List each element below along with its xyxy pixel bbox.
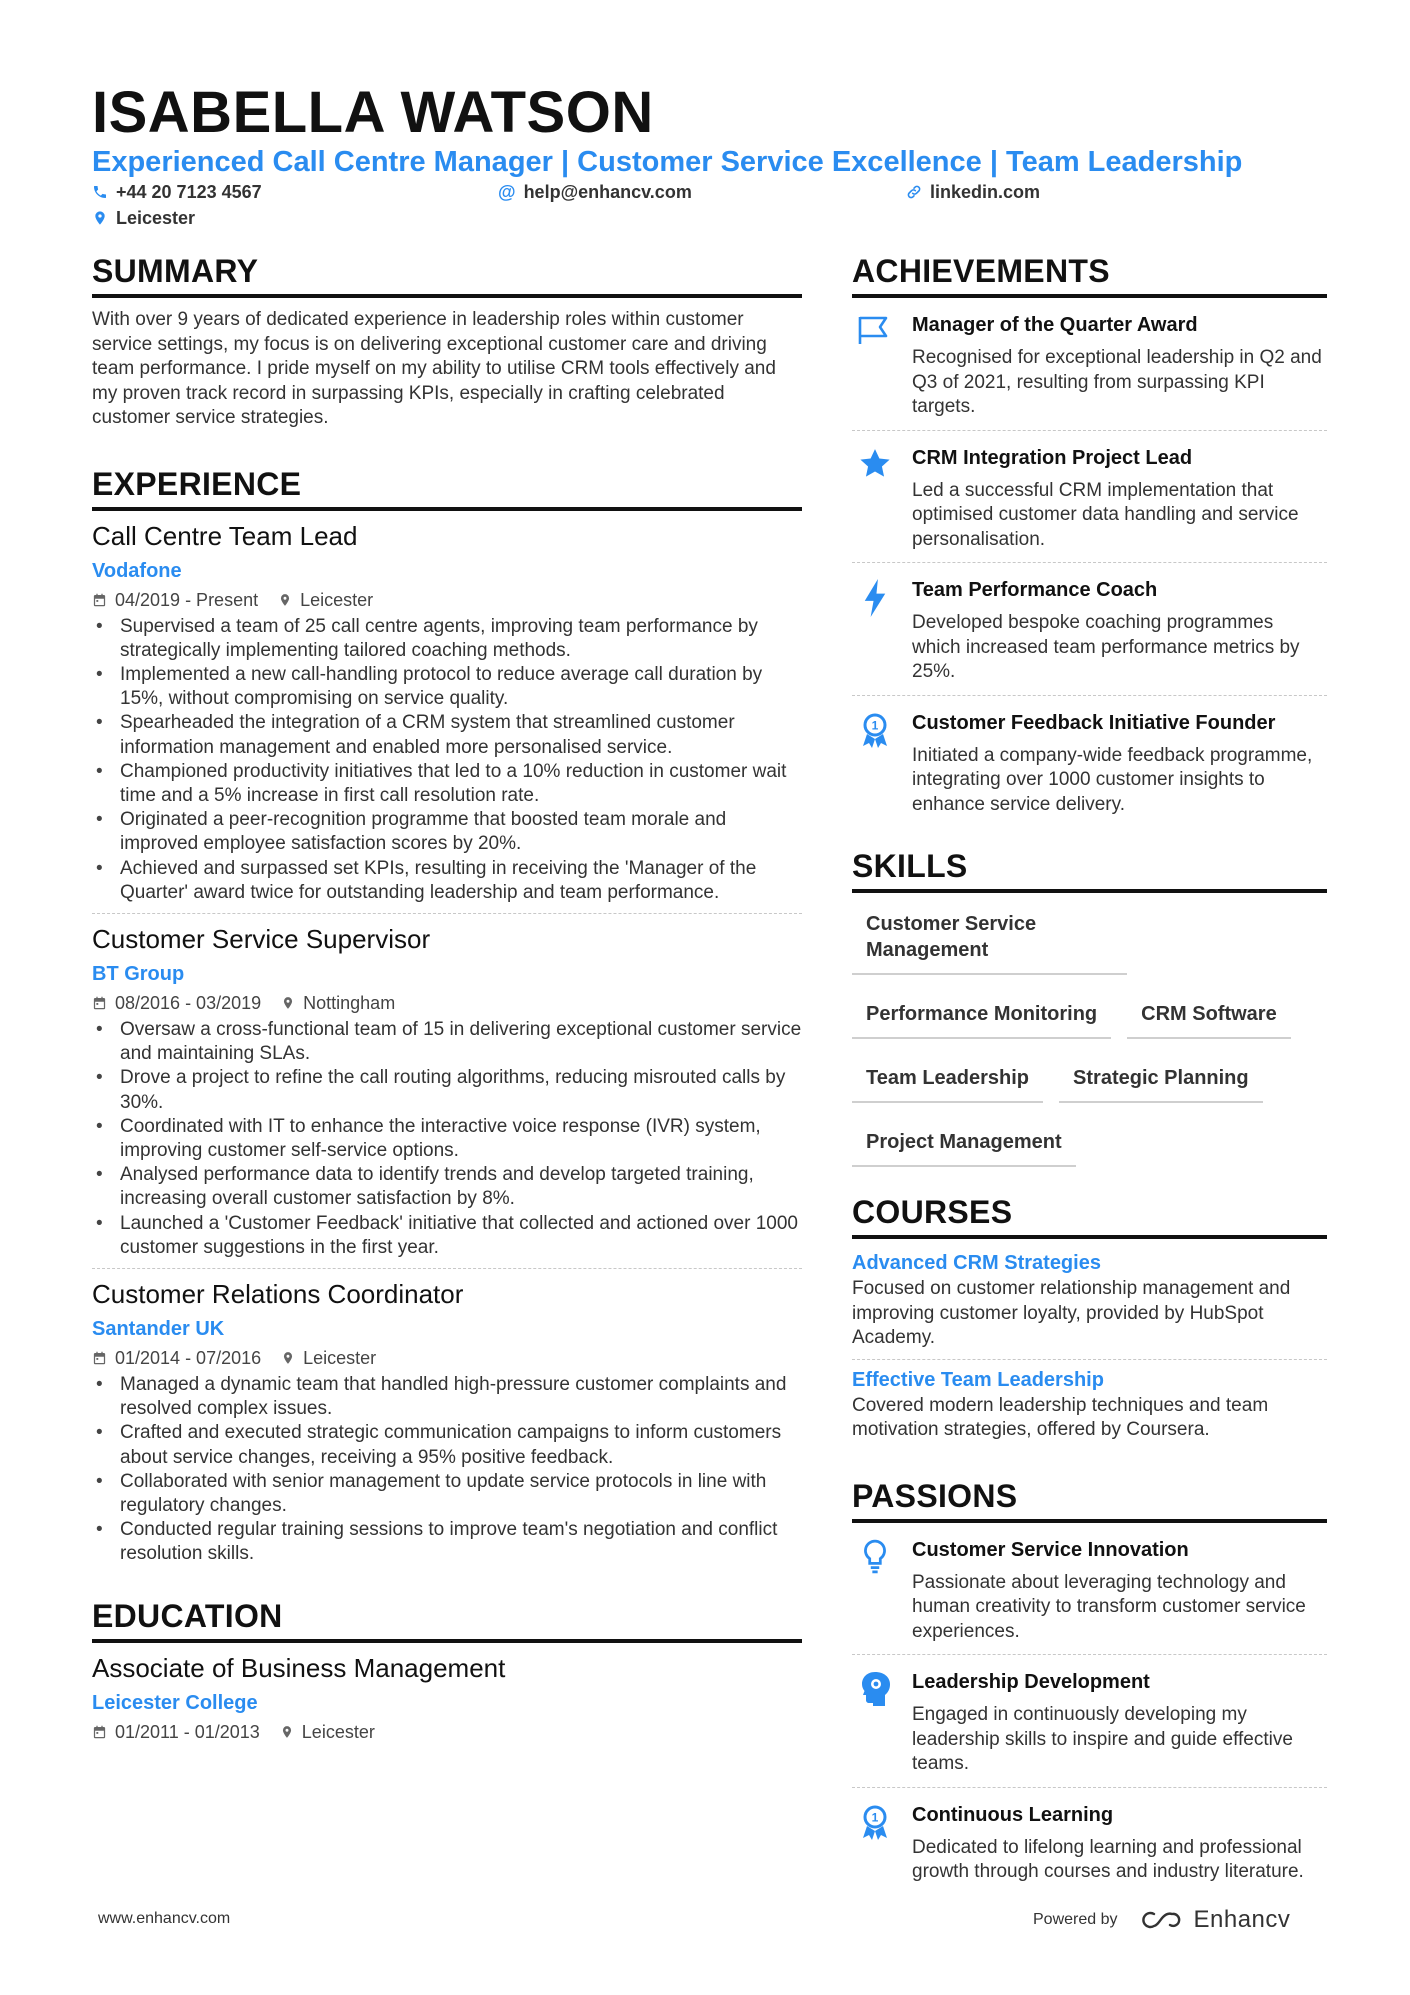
svg-text:1: 1 <box>871 1810 879 1824</box>
education-heading: EDUCATION <box>92 1597 802 1643</box>
bullet-item: • Oversaw a cross-functional team of 15 in delivering exceptional customer service and maintaining SLAs. <box>92 1018 802 1066</box>
achievement-desc: Initiated a company-wide feedback programme, integrating over 1000 customer insights to enhance service delivery. <box>912 744 1313 815</box>
course-title[interactable]: Effective Team Leadership <box>852 1368 1104 1391</box>
achievement-item <box>852 431 1327 564</box>
powered-by[interactable] <box>1033 1906 1290 1934</box>
job-title: Customer Service Supervisor <box>92 923 431 954</box>
enhancv-logo-icon <box>1140 1908 1186 1932</box>
footer-url[interactable]: www.enhancv.com <box>98 1910 231 1927</box>
achievement-item <box>852 696 1327 828</box>
linkedin-text: linkedin.com <box>930 182 1041 202</box>
brand-logo <box>1140 1906 1291 1934</box>
education-entry <box>92 1651 802 1745</box>
divider <box>852 1359 1327 1360</box>
bullet-item: • Coordinated with IT to enhance the interactive voice response (IVR) system, improving customer self-service options. <box>92 1115 802 1163</box>
passion-title: Customer Service Innovation <box>912 1538 1189 1561</box>
job-title: Customer Relations Coordinator <box>92 1278 464 1309</box>
bullet-item: • Supervised a team of 25 call centre agents, improving team performance by strategically implementing tailored coaching methods. <box>92 615 802 663</box>
location-text: Leicester <box>116 208 196 228</box>
skill-tag: Customer Service Management <box>852 899 1127 975</box>
achievement-item <box>852 563 1327 696</box>
right-column <box>852 252 1327 1895</box>
job-title: Call Centre Team Lead <box>92 520 358 551</box>
job-bullets <box>92 1018 802 1260</box>
bullet-item: • Implemented a new call-handling protocol to reduce average call duration by 15%, without compromising on service quality. <box>92 663 802 711</box>
email-text: help@enhancv.com <box>523 182 692 202</box>
achievement-title: Manager of the Quarter Award <box>912 314 1198 336</box>
svg-text:1: 1 <box>871 718 879 732</box>
course-item <box>852 1249 1327 1351</box>
job-dates: 01/2014 - 07/2016 <box>92 1345 261 1371</box>
calendar-icon <box>92 592 107 608</box>
job-meta <box>92 1345 802 1371</box>
bullet-item: • Analysed performance data to identify trends and develop targeted training, increasing overall customer satisfaction by 8%. <box>92 1163 802 1211</box>
divider <box>92 1268 802 1269</box>
passion-desc: Passionate about leveraging technology and human creativity to transform customer service experiences. <box>912 1571 1306 1642</box>
education-dates: 01/2011 - 01/2013 <box>92 1719 260 1745</box>
job-location: Nottingham <box>281 990 395 1016</box>
bullet-item: • Managed a dynamic team that handled high-pressure customer complaints and resolved complex issues. <box>92 1373 802 1421</box>
job-bullets <box>92 615 802 905</box>
contact-location <box>92 206 195 230</box>
job-entry <box>92 519 802 905</box>
passions-heading: PASSIONS <box>852 1477 1327 1523</box>
lightbulb-icon <box>862 1539 888 1575</box>
achievement-title: Customer Feedback Initiative Founder <box>912 711 1276 734</box>
phone-text: +44 20 7123 4567 <box>116 182 262 202</box>
at-icon: @ <box>498 182 516 202</box>
company-name[interactable]: BT Group <box>92 962 185 985</box>
education-location: Leicester <box>280 1719 375 1745</box>
calendar-icon <box>92 1724 107 1740</box>
course-desc: Covered modern leadership techniques and team motivation strategies, offered by Coursera. <box>852 1394 1269 1440</box>
flag-icon <box>856 314 894 346</box>
contact-linkedin[interactable] <box>906 180 1040 204</box>
passion-item <box>852 1788 1327 1895</box>
achievement-title: Team Performance Coach <box>912 579 1158 601</box>
contact-email[interactable] <box>498 180 692 204</box>
passion-desc: Engaged in continuously developing my leadership skills to inspire and guide effective teams. <box>912 1704 1293 1774</box>
job-entry <box>92 922 802 1260</box>
courses-heading: COURSES <box>852 1193 1327 1239</box>
job-dates: 08/2016 - 03/2019 <box>92 990 261 1016</box>
passion-desc: Dedicated to lifelong learning and professional growth through courses and industry literature. <box>912 1836 1304 1882</box>
job-location: Leicester <box>278 587 373 613</box>
job-entry <box>92 1277 802 1567</box>
contact-phone[interactable] <box>92 180 262 204</box>
company-name[interactable]: Santander UK <box>92 1317 225 1340</box>
achievements-heading: ACHIEVEMENTS <box>852 252 1327 298</box>
school-name[interactable]: Leicester College <box>92 1691 258 1714</box>
medal-icon <box>859 712 891 750</box>
degree-title: Associate of Business Management <box>92 1652 506 1683</box>
skill-tag: Performance Monitoring <box>852 989 1111 1039</box>
passion-item <box>852 1523 1327 1656</box>
bullet-item: • Originated a peer-recognition programme that boosted team morale and improved employee satisfaction scores by 20%. <box>92 808 802 856</box>
bullet-item: • Achieved and surpassed set KPIs, resulting in receiving the 'Manager of the Quarter' award twice for outstanding leadership and team performance. <box>92 857 802 905</box>
skill-tag: Strategic Planning <box>1059 1053 1263 1103</box>
skill-tag: CRM Software <box>1127 989 1291 1039</box>
skills-list <box>852 899 1327 1181</box>
summary-text: With over 9 years of dedicated experience in leadership roles within customer service settings, my focus is on delivering exceptional customer care and driving team performance. I pride myself on my ability to utilise CRM tools effectively and my proven track record in surpassing KPIs, especially in crafting celebrated customer service strategies. <box>92 309 776 428</box>
course-desc: Focused on customer relationship management and improving customer loyalty, provided by HubSpot Academy. <box>852 1278 1291 1348</box>
job-location: Leicester <box>281 1345 376 1371</box>
bullet-item: • Spearheaded the integration of a CRM system that streamlined customer information management and enabled more personalised service. <box>92 711 802 759</box>
location-pin-icon <box>281 995 295 1011</box>
passion-title: Leadership Development <box>912 1671 1150 1693</box>
job-dates: 04/2019 - Present <box>92 587 258 613</box>
achievement-title: CRM Integration Project Lead <box>912 446 1193 469</box>
passion-item <box>852 1655 1327 1788</box>
head-icon <box>859 1671 891 1707</box>
achievement-desc: Developed bespoke coaching programmes which increased team performance metrics by 25%. <box>912 612 1300 682</box>
experience-heading: EXPERIENCE <box>92 465 802 511</box>
job-meta <box>92 587 802 613</box>
bullet-item: • Championed productivity initiatives that led to a 10% reduction in customer wait time and a 5% increase in first call resolution rate. <box>92 760 802 808</box>
left-column <box>92 252 802 1745</box>
medal-icon <box>859 1804 891 1842</box>
skill-tag: Team Leadership <box>852 1053 1043 1103</box>
skill-tag: Project Management <box>852 1117 1076 1167</box>
bullet-item: • Launched a 'Customer Feedback' initiative that collected and actioned over 1000 customer suggestions in the first year. <box>92 1212 802 1260</box>
location-pin-icon <box>92 210 108 226</box>
passion-title: Continuous Learning <box>912 1803 1114 1826</box>
headline: Experienced Call Centre Manager | Customer Service Excellence | Team Leadership <box>92 146 1243 178</box>
brand-name: Enhancv <box>1193 1906 1291 1933</box>
location-pin-icon <box>280 1724 294 1740</box>
calendar-icon <box>92 1350 107 1366</box>
bullet-item: • Drove a project to refine the call routing algorithms, reducing misrouted calls by 30%. <box>92 1066 802 1114</box>
education-meta <box>92 1719 802 1745</box>
lightning-icon <box>863 579 887 617</box>
powered-by-label: Powered by <box>1033 1911 1118 1928</box>
summary-heading: SUMMARY <box>92 252 802 298</box>
company-name[interactable]: Vodafone <box>92 559 182 582</box>
bullet-item: • Conducted regular training sessions to improve team's negotiation and conflict resolution skills. <box>92 1518 802 1566</box>
course-item <box>852 1366 1327 1443</box>
achievement-item <box>852 298 1327 431</box>
bullet-item: • Collaborated with senior management to update service protocols in line with regulatory changes. <box>92 1470 802 1518</box>
star-icon <box>857 447 893 481</box>
location-pin-icon <box>281 1350 295 1366</box>
divider <box>92 913 802 914</box>
candidate-name: ISABELLA WATSON <box>92 80 654 145</box>
location-pin-icon <box>278 592 292 608</box>
phone-icon <box>92 184 108 200</box>
achievement-desc: Led a successful CRM implementation that optimised customer data handling and service personalisation. <box>912 479 1299 550</box>
job-bullets <box>92 1373 802 1567</box>
achievement-desc: Recognised for exceptional leadership in Q2 and Q3 of 2021, resulting from surpassing KPI targets. <box>912 347 1322 417</box>
link-icon <box>906 184 922 200</box>
skills-heading: SKILLS <box>852 847 1327 893</box>
course-title[interactable]: Advanced CRM Strategies <box>852 1252 1101 1274</box>
bullet-item: • Crafted and executed strategic communication campaigns to inform customers about service changes, receiving a 95% positive feedback. <box>92 1421 802 1469</box>
calendar-icon <box>92 995 107 1011</box>
job-meta <box>92 990 802 1016</box>
